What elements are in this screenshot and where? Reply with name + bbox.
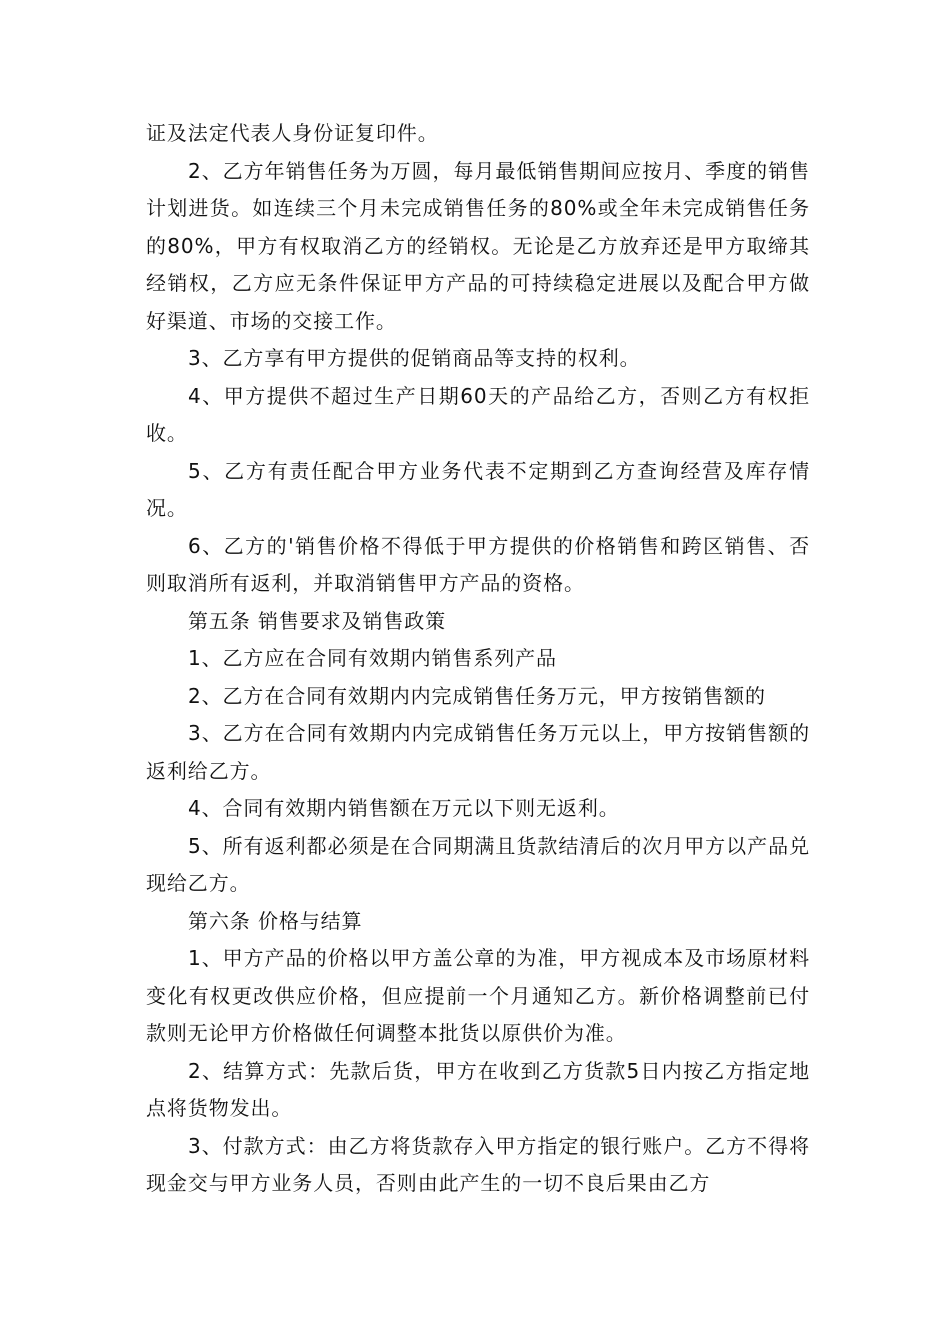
paragraph-10: 3、乙方在合同有效期内内完成销售任务万元以上，甲方按销售额的 返利给乙方。 [146,721,810,783]
paragraph-12: 5、所有返利都必须是在合同期满且货款结清后的次月甲方以产品兑现给乙方。 [146,833,810,895]
paragraph-3: 3、乙方享有甲方提供的促销商品等支持的权利。 [188,346,641,370]
paragraph-9: 2、乙方在合同有效期内内完成销售任务万元，甲方按销售额的 [188,683,766,708]
paragraph-16: 3、付款方式：由乙方将货款存入甲方指定的银行账户。乙方不得将现金交与甲方业务人员，否则由此产生的一切不良后果由乙方 [146,1133,810,1195]
paragraph-11: 4、合同有效期内销售额在万元以下则无返利。 [188,796,620,820]
paragraph-2: 2、乙方年销售任务为万圆，每月最低销售期间应按月、季度的销售计划进货。如连续三个月未完成销售任务的80%或全年未完成销售任务的80%，甲方有权取消乙方的经销权。无论是乙方放弃还是甲方取缔其经销权，乙方应无条件保证甲方产品的可持续稳定进展以及配合甲方做好渠道、市场的交接工作。 [146,158,810,333]
paragraph-14: 1、甲方产品的价格以甲方盖公章的为准，甲方视成本及市场原材料变化有权更改供应价格，但应提前一个月通知乙方。新价格调整前已付款则无论甲方价格做任何调整本批货以原供价为准。 [146,946,810,1045]
paragraph-1: 证及法定代表人身份证复印件。 [146,121,439,145]
paragraph-8: 1、乙方应在合同有效期内销售系列产品 [188,646,557,670]
paragraph-15: 2、结算方式：先款后货，甲方在收到乙方货款5日内按乙方指定地点将货物发出。 [146,1058,810,1120]
paragraph-5: 5、乙方有责任配合甲方业务代表不定期到乙方查询经营及库存情况。 [146,458,810,520]
paragraph-4: 4、甲方提供不超过生产日期60天的产品给乙方，否则乙方有权拒收。 [146,383,810,445]
section-heading-article-5: 第五条 销售要求及销售政策 [188,608,447,633]
document-body [146,115,810,1203]
paragraph-6: 6、乙方的'销售价格不得低于甲方提供的价格销售和跨区销售、否则取消所有返利，并取消销售甲方产品的资格。 [146,533,810,595]
section-heading-article-6: 第六条 价格与结算 [188,908,363,933]
